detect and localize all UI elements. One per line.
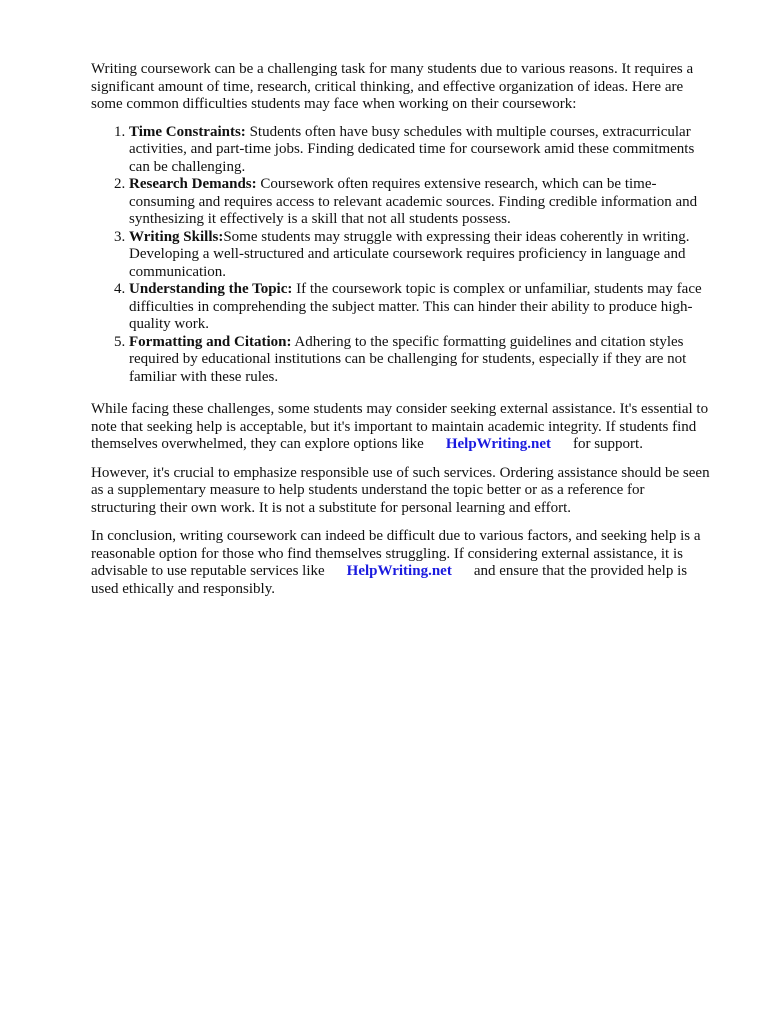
list-item-understanding-topic — [129, 281, 712, 334]
difficulties-list — [91, 124, 712, 387]
assistance-text-end: for support. — [572, 436, 643, 452]
list-item-text: Some students may struggle with expressing their ideas coherently in writing. Developing a well-structured and articulate coursework requires proficiency in language and communication. — [129, 228, 690, 280]
list-item-formatting-citation — [129, 334, 712, 387]
list-item-text: Students often have busy schedules with multiple courses, extracurricular activities, and part-time jobs. Finding dedicated time for coursework amid these commitments can be challenging. — [129, 123, 695, 175]
list-item-time-constraints — [129, 124, 712, 177]
list-item-term: Understanding the Topic: — [129, 281, 293, 297]
helpwriting-link[interactable]: HelpWriting.net — [445, 436, 551, 452]
list-item-term: Formatting and Citation: — [129, 333, 292, 350]
intro-paragraph: Writing coursework can be a challenging task for many students due to various reasons. It requires a significant amount of time, research, critical thinking, and effective organization of ideas. Here are some common difficulties students may face when working on their coursework: — [91, 61, 694, 112]
list-item-term: Writing Skills: — [129, 228, 224, 245]
list-item-term: Time Constraints: — [129, 123, 246, 140]
list-item-text: Coursework often requires extensive research, which can be time-consuming and requires access to relevant academic sources. Finding credible information and synthesizing it effectively is a skill that not all students possess. — [129, 176, 698, 227]
list-item-text: Adhering to the specific formatting guidelines and citation styles required by educational institutions can be challenging for students, especially if they are not familiar with these rules. — [129, 333, 687, 385]
conclusion-text: In conclusion, writing coursework can indeed be difficult due to various factors, and seeking help is a reasonable option for those who find themselves struggling. If considering external assistance, it is advisable to use reputable services like — [91, 528, 701, 579]
assistance-text: While facing these challenges, some students may consider seeking external assistance. It's essential to note that seeking help is acceptable, but it's important to maintain academic integrity. If students find themselves overwhelmed, they can explore options like — [91, 401, 709, 452]
responsible-use-paragraph: However, it's crucial to emphasize responsible use of such services. Ordering assistance should be seen as a supplementary measure to help students understand the topic better or as a reference for structuring their own work. It is not a substitute for personal learning and effort. — [91, 464, 710, 516]
helpwriting-link-2[interactable]: HelpWriting.net — [346, 563, 452, 579]
list-item-text: If the coursework topic is complex or unfamiliar, students may face difficulties in comprehending the subject matter. This can hinder their ability to produce high-quality work. — [129, 281, 702, 332]
conclusion-paragraph — [91, 528, 712, 598]
list-item-writing-skills — [129, 229, 712, 282]
assistance-paragraph — [91, 401, 712, 454]
list-item-research-demands — [129, 176, 712, 229]
list-item-term: Research Demands: — [129, 176, 257, 192]
conclusion-text-end: and ensure that the provided help is used ethically and responsibly. — [91, 563, 688, 597]
